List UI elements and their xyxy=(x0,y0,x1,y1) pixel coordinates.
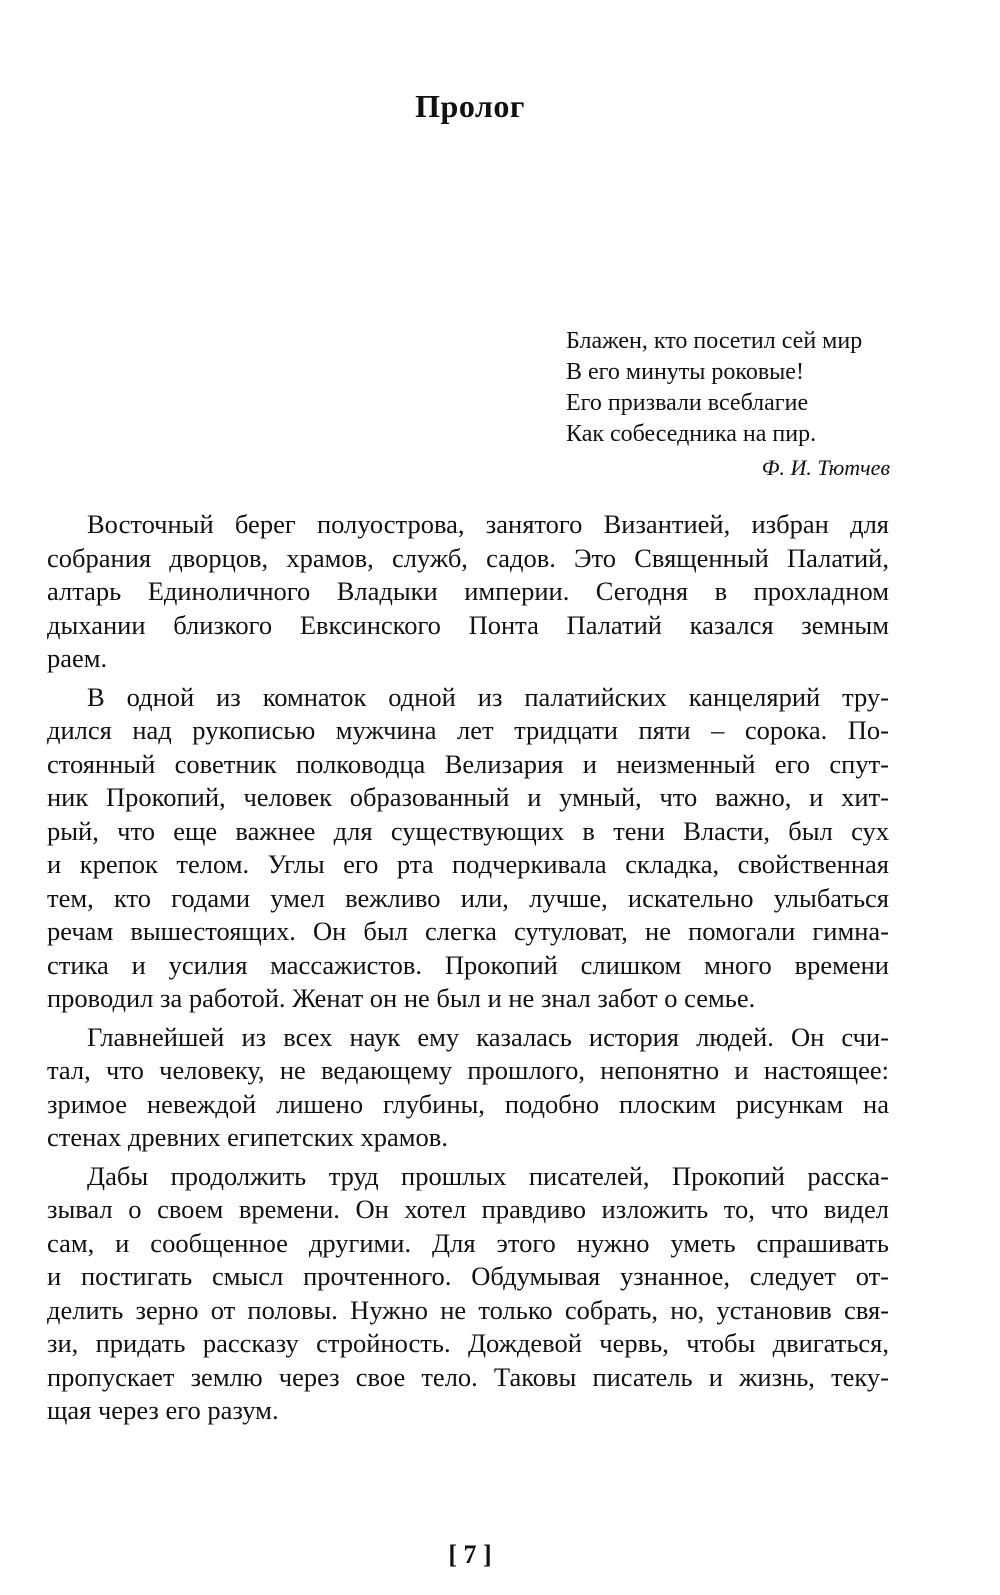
chapter-title: Пролог xyxy=(415,88,525,124)
text-line: тал, что человеку, не ведающему прошлого, непонятно и настоящее: xyxy=(47,1055,889,1085)
text-line: Восточный берег полуострова, занятого Византией, избран для xyxy=(87,509,889,539)
text-line: В одной из комнаток одной из палатийских канцелярий тру- xyxy=(87,681,889,712)
text-line: делить зерно от половы. Нужно не только собрать, но, установив свя- xyxy=(47,1294,889,1325)
text-line: Дабы продолжить труд прошлых писателей, Прокопий расска- xyxy=(87,1160,889,1191)
text-line: речам вышестоящих. Он был слегка сутуловат, не помогали гимна- xyxy=(47,916,889,946)
text-line: стенах древних египетских храмов. xyxy=(47,1122,448,1152)
paragraph-3 xyxy=(47,1021,889,1155)
text-line: рый, что еще важнее для существующих в тени Власти, был сух xyxy=(47,815,889,846)
text-line: тем, кто годами умел вежливо или, лучше, искательно улыбаться xyxy=(47,882,889,913)
text-line: алтарь Единоличного Владыки империи. Сегодня в прохладном xyxy=(47,576,889,606)
epigraph xyxy=(566,326,890,483)
text-line: проводил за работой. Женат он не был и не знал забот о семье. xyxy=(47,983,756,1013)
text-line: сам, и сообщенное другими. Для этого нужно уметь спрашивать xyxy=(47,1227,889,1258)
paragraph-4 xyxy=(47,1160,889,1428)
text-line: ник Прокопий, человек образованный и умный, что важно, и хит- xyxy=(47,782,889,812)
text-line: стоянный советник полководца Велизария и неизменный его спут- xyxy=(47,748,889,779)
text-line: зримое невеждой лишено глубины, подобно плоским рисункам на xyxy=(47,1088,889,1119)
text-line: зи, придать рассказу стройность. Дождевой червь, чтобы двигаться, xyxy=(47,1328,889,1358)
paragraph-2 xyxy=(47,681,889,1016)
epigraph-author: Ф. И. Тютчев xyxy=(761,455,890,480)
paragraph-1 xyxy=(47,508,889,676)
text-line: щая через его разум. xyxy=(47,1395,279,1425)
text-line: и крепок телом. Углы его рта подчеркивала складка, свойственная xyxy=(47,849,889,879)
text-line: пропускает землю через свое тело. Таковы писатель и жизнь, теку- xyxy=(47,1361,889,1392)
epigraph-line: Его призвали всеблагие xyxy=(566,390,809,416)
epigraph-line: Как собеседника на пир. xyxy=(566,421,817,447)
text-line: стика и усилия массажистов. Прокопий слишком много времени xyxy=(47,949,889,980)
text-line: собрания дворцов, храмов, служб, садов. Это Священный Палатий, xyxy=(47,542,889,573)
text-line: и постигать смысл прочтенного. Обдумывая узнанное, следует от- xyxy=(47,1261,889,1291)
text-line: дыхании близкого Евксинского Понта Палатий казался земным xyxy=(47,609,889,640)
text-line: Главнейшей из всех наук ему казалась история людей. Он счи- xyxy=(87,1021,889,1052)
text-line: раем. xyxy=(47,643,108,673)
epigraph-line: В его минуты роковые! xyxy=(566,359,804,385)
text-line: зывал о своем времени. Он хотел правдиво изложить то, что видел xyxy=(47,1194,889,1224)
page-number: [ 7 ] xyxy=(448,1540,492,1569)
body-text xyxy=(47,508,889,1433)
text-line: дился над рукописью мужчина лет тридцати пяти – сорока. По- xyxy=(47,715,889,745)
epigraph-line: Блажен, кто посетил сей мир xyxy=(566,328,863,354)
